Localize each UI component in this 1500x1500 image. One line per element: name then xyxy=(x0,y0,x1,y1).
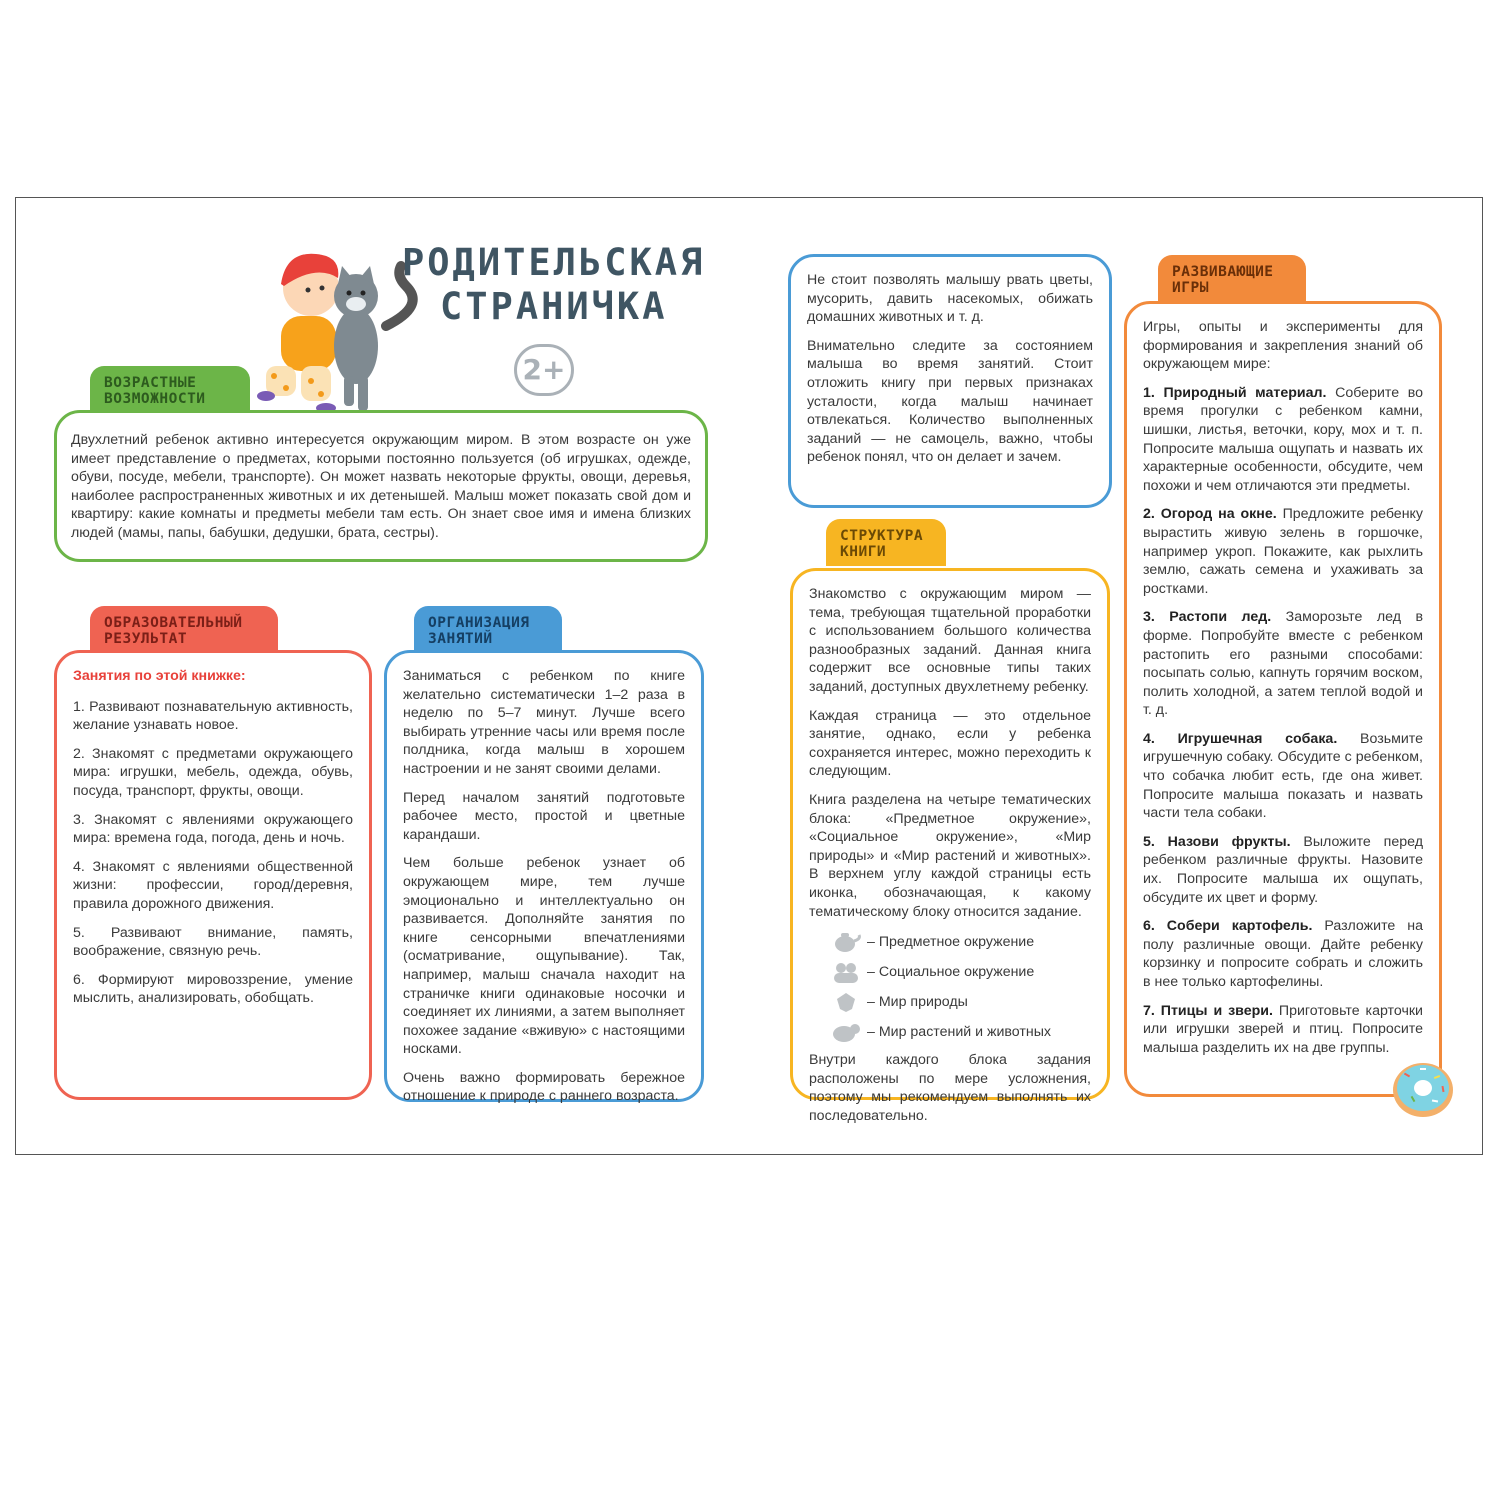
book-spread xyxy=(15,197,1483,1155)
games-item-3-text: Заморозьте лед в форме. Попробуйте вместе с ребенком растопить его разными способами: посыпать солью, капнуть горячим воском, полить холодной, а затем теплой водой и т. д. xyxy=(1143,609,1423,719)
games-item-6-text: Разложите на полу различные овощи. Дайте ребенку корзинку и попросите собрать и сложить в нее только картофелины. xyxy=(1143,918,1423,990)
organization-p4: Очень важно формировать бережное отношение к природе с раннего возраста. xyxy=(403,1069,685,1105)
games-item-7-text: Приготовьте карточки или игрушки зверей и птиц. Попросите малыша разделить их на две группы. xyxy=(1143,1002,1423,1056)
child-with-cat-illustration xyxy=(256,246,426,421)
continuation-p2: Внимательно следите за состоянием малыша во время занятий. Стоит отложить книгу при первых признаках усталости, когда малыш начинает отвлекаться. Количество выполненных заданий — не самоцель, важно, чтобы ребенок понял, что он делает и зачем. xyxy=(807,337,1093,466)
page-title-line1: РОДИТЕЛЬСКАЯ xyxy=(402,241,706,284)
games-item-2-lead: 2. Огород на окне. xyxy=(1143,506,1277,523)
animal-plant-icon xyxy=(831,1021,861,1043)
people-icon xyxy=(831,961,861,983)
games-item-3 xyxy=(1143,608,1423,720)
legend-label-plants-animals: – Мир растений и животных xyxy=(867,1023,1052,1040)
legend-label-nature: – Мир природы xyxy=(867,993,968,1010)
games-item-2 xyxy=(1143,505,1423,598)
result-item-3: 3. Знакомят с явлениями окружающего мира: времена года, погода, день и ночь. xyxy=(73,811,353,847)
games-section-box xyxy=(1124,301,1442,1097)
organization-p1: Заниматься с ребенком по книге желательно систематически 1–2 раза в неделю по 5–7 минут. Лучше всего выбирать утренние часы или время после полдника, когда малыш в хорошем настроении и не занят своими делами. xyxy=(403,668,685,777)
games-section-tab: РАЗВИВАЮЩИЕ ИГРЫ xyxy=(1158,255,1306,302)
age-section-text: Двухлетний ребенок активно интересуется окружающим миром. В этом возрасте он уже имеет представление о предметах, которыми постоянно пользуется (об игрушках, одежде, обуви, посуде, мебели, транспорте). Он может назвать некоторые фрукты, овощи, деревья, наиболее распространенных животных и их детенышей. Малыш может показать свой дом и квартиру: какие комнаты и предметы мебели там есть. Он знает свое имя и имена близких людей (мамы, папы, бабушки, дедушки, брата, сестры). xyxy=(71,432,691,541)
structure-p2: Каждая страница — это отдельное занятие, однако, если у ребенка сохраняется интерес, можно переходить к следующим. xyxy=(809,707,1091,780)
games-item-6 xyxy=(1143,917,1423,991)
games-item-5-lead: 5. Назови фрукты. xyxy=(1143,833,1291,850)
games-item-4-lead: 4. Игрушечная собака. xyxy=(1143,730,1338,747)
legend-row-objects xyxy=(831,931,1091,953)
result-item-6: 6. Формируют мировоззрение, умение мыслить, анализировать, обобщать. xyxy=(73,971,353,1007)
teapot-icon xyxy=(831,931,861,953)
games-intro: Игры, опыты и эксперименты для формирования и закрепления знаний об окружающем мире: xyxy=(1143,319,1423,373)
age-section-tab: ВОЗРАСТНЫЕ ВОЗМОЖНОСТИ xyxy=(90,366,250,413)
page-title xyxy=(402,241,705,329)
structure-p1: Знакомство с окружающим миром — тема, требующая тщательной проработки с использованием большого количества разнообразных заданий. Данная книга содержит все основные типы таких заданий, доступных двухлетнему ребенку. xyxy=(809,586,1091,695)
continuation-box xyxy=(788,254,1112,508)
organization-section-tab: ОРГАНИЗАЦИЯ ЗАНЯТИЙ xyxy=(414,606,562,653)
games-item-1-lead: 1. Природный материал. xyxy=(1143,384,1327,401)
result-section-tab: ОБРАЗОВАТЕЛЬНЫЙ РЕЗУЛЬТАТ xyxy=(90,606,278,653)
games-item-2-text: Предложите ребенку вырастить живую зелень в горшочке, например укроп. Покажите, как рыхлить землю, сажать семена и ухаживать за ростками. xyxy=(1143,506,1423,597)
games-item-7 xyxy=(1143,1002,1423,1058)
structure-section-tab: СТРУКТУРА КНИГИ xyxy=(826,519,946,566)
legend-label-objects: – Предметное окружение xyxy=(867,933,1035,950)
age-badge: 2+ xyxy=(514,344,574,396)
donut-icon xyxy=(1390,1060,1456,1120)
legend-row-plants-animals xyxy=(831,1021,1091,1043)
structure-section-box xyxy=(790,568,1110,1124)
games-item-5 xyxy=(1143,833,1423,907)
games-item-5-text: Выложите перед ребенком различные фрукты. Назовите их. Попросите малыша их ощупать, обсудите их цвет и форму. xyxy=(1143,833,1423,906)
games-item-3-lead: 3. Растопи лед. xyxy=(1143,609,1272,626)
games-item-1-text: Соберите во время прогулки с ребенком камни, шишки, листья, веточки, кору, мох и т. п. Попросите малыша ощупать и назвать их характерные особенности, обсудите, чем похожи и чем отличаются эти предметы. xyxy=(1143,384,1423,494)
result-item-4: 4. Знакомят с явлениями общественной жизни: профессии, город/деревня, правила дорожного движения. xyxy=(73,858,353,912)
games-item-4-text: Возьмите игрушечную собаку. Обсудите с ребенком, что собачка любит есть, где она живет. Попросите малыша показать и назвать части тела собаки. xyxy=(1143,730,1423,822)
age-section-box xyxy=(54,410,708,562)
continuation-p1: Не стоит позволять малышу рвать цветы, мусорить, давить насекомых, обижать домашних животных и т. д. xyxy=(807,272,1093,326)
games-item-4 xyxy=(1143,730,1423,823)
structure-p3: Книга разделена на четыре тематических блока: «Предметное окружение», «Социальное окружение», «Мир природы» и «Мир растений и животных». В верхнем углу каждой страницы есть иконка, обозначающая, к какому тематическому блоку относится задание. xyxy=(809,791,1091,920)
games-item-6-lead: 6. Собери картофель. xyxy=(1143,918,1313,935)
games-item-1 xyxy=(1143,384,1423,496)
legend-label-social: – Социальное окружение xyxy=(867,963,1035,980)
result-lead: Занятия по этой книжке: xyxy=(73,668,246,684)
organization-p2: Перед началом занятий подготовьте рабочее место, простой и цветные карандаши. xyxy=(403,789,685,843)
structure-closing: Внутри каждого блока задания расположены по мере усложнения, поэтому мы рекомендуем выполнять их последовательно. xyxy=(809,1052,1091,1124)
result-item-2: 2. Знакомят с предметами окружающего мира: игрушки, мебель, одежда, обувь, посуда, транспорт, фрукты, овощи. xyxy=(73,745,353,799)
organization-section-box xyxy=(384,650,704,1105)
result-item-1: 1. Развивают познавательную активность, желание узнавать новое. xyxy=(73,698,353,734)
games-item-7-lead: 7. Птицы и звери. xyxy=(1143,1002,1273,1019)
leaf-icon xyxy=(831,991,861,1013)
organization-p3: Чем больше ребенок узнает об окружающем мире, тем лучше эмоционально и интеллектуально он развивается. Дополняйте занятия по книге сенсорными впечатлениями (осматривание, ощупывание). Так, например, малыш сначала находит на страничке книги одинаковые носочки и соединяет их линиями, а затем выполняет похожее задание «вживую» с настоящими носками. xyxy=(403,855,685,1058)
legend-row-nature xyxy=(831,991,1091,1013)
page-title-line2: СТРАНИЧКА xyxy=(440,285,668,328)
result-item-5: 5. Развивают внимание, память, воображение, связную речь. xyxy=(73,924,353,960)
result-section-box xyxy=(54,650,372,1100)
legend-row-social xyxy=(831,961,1091,983)
